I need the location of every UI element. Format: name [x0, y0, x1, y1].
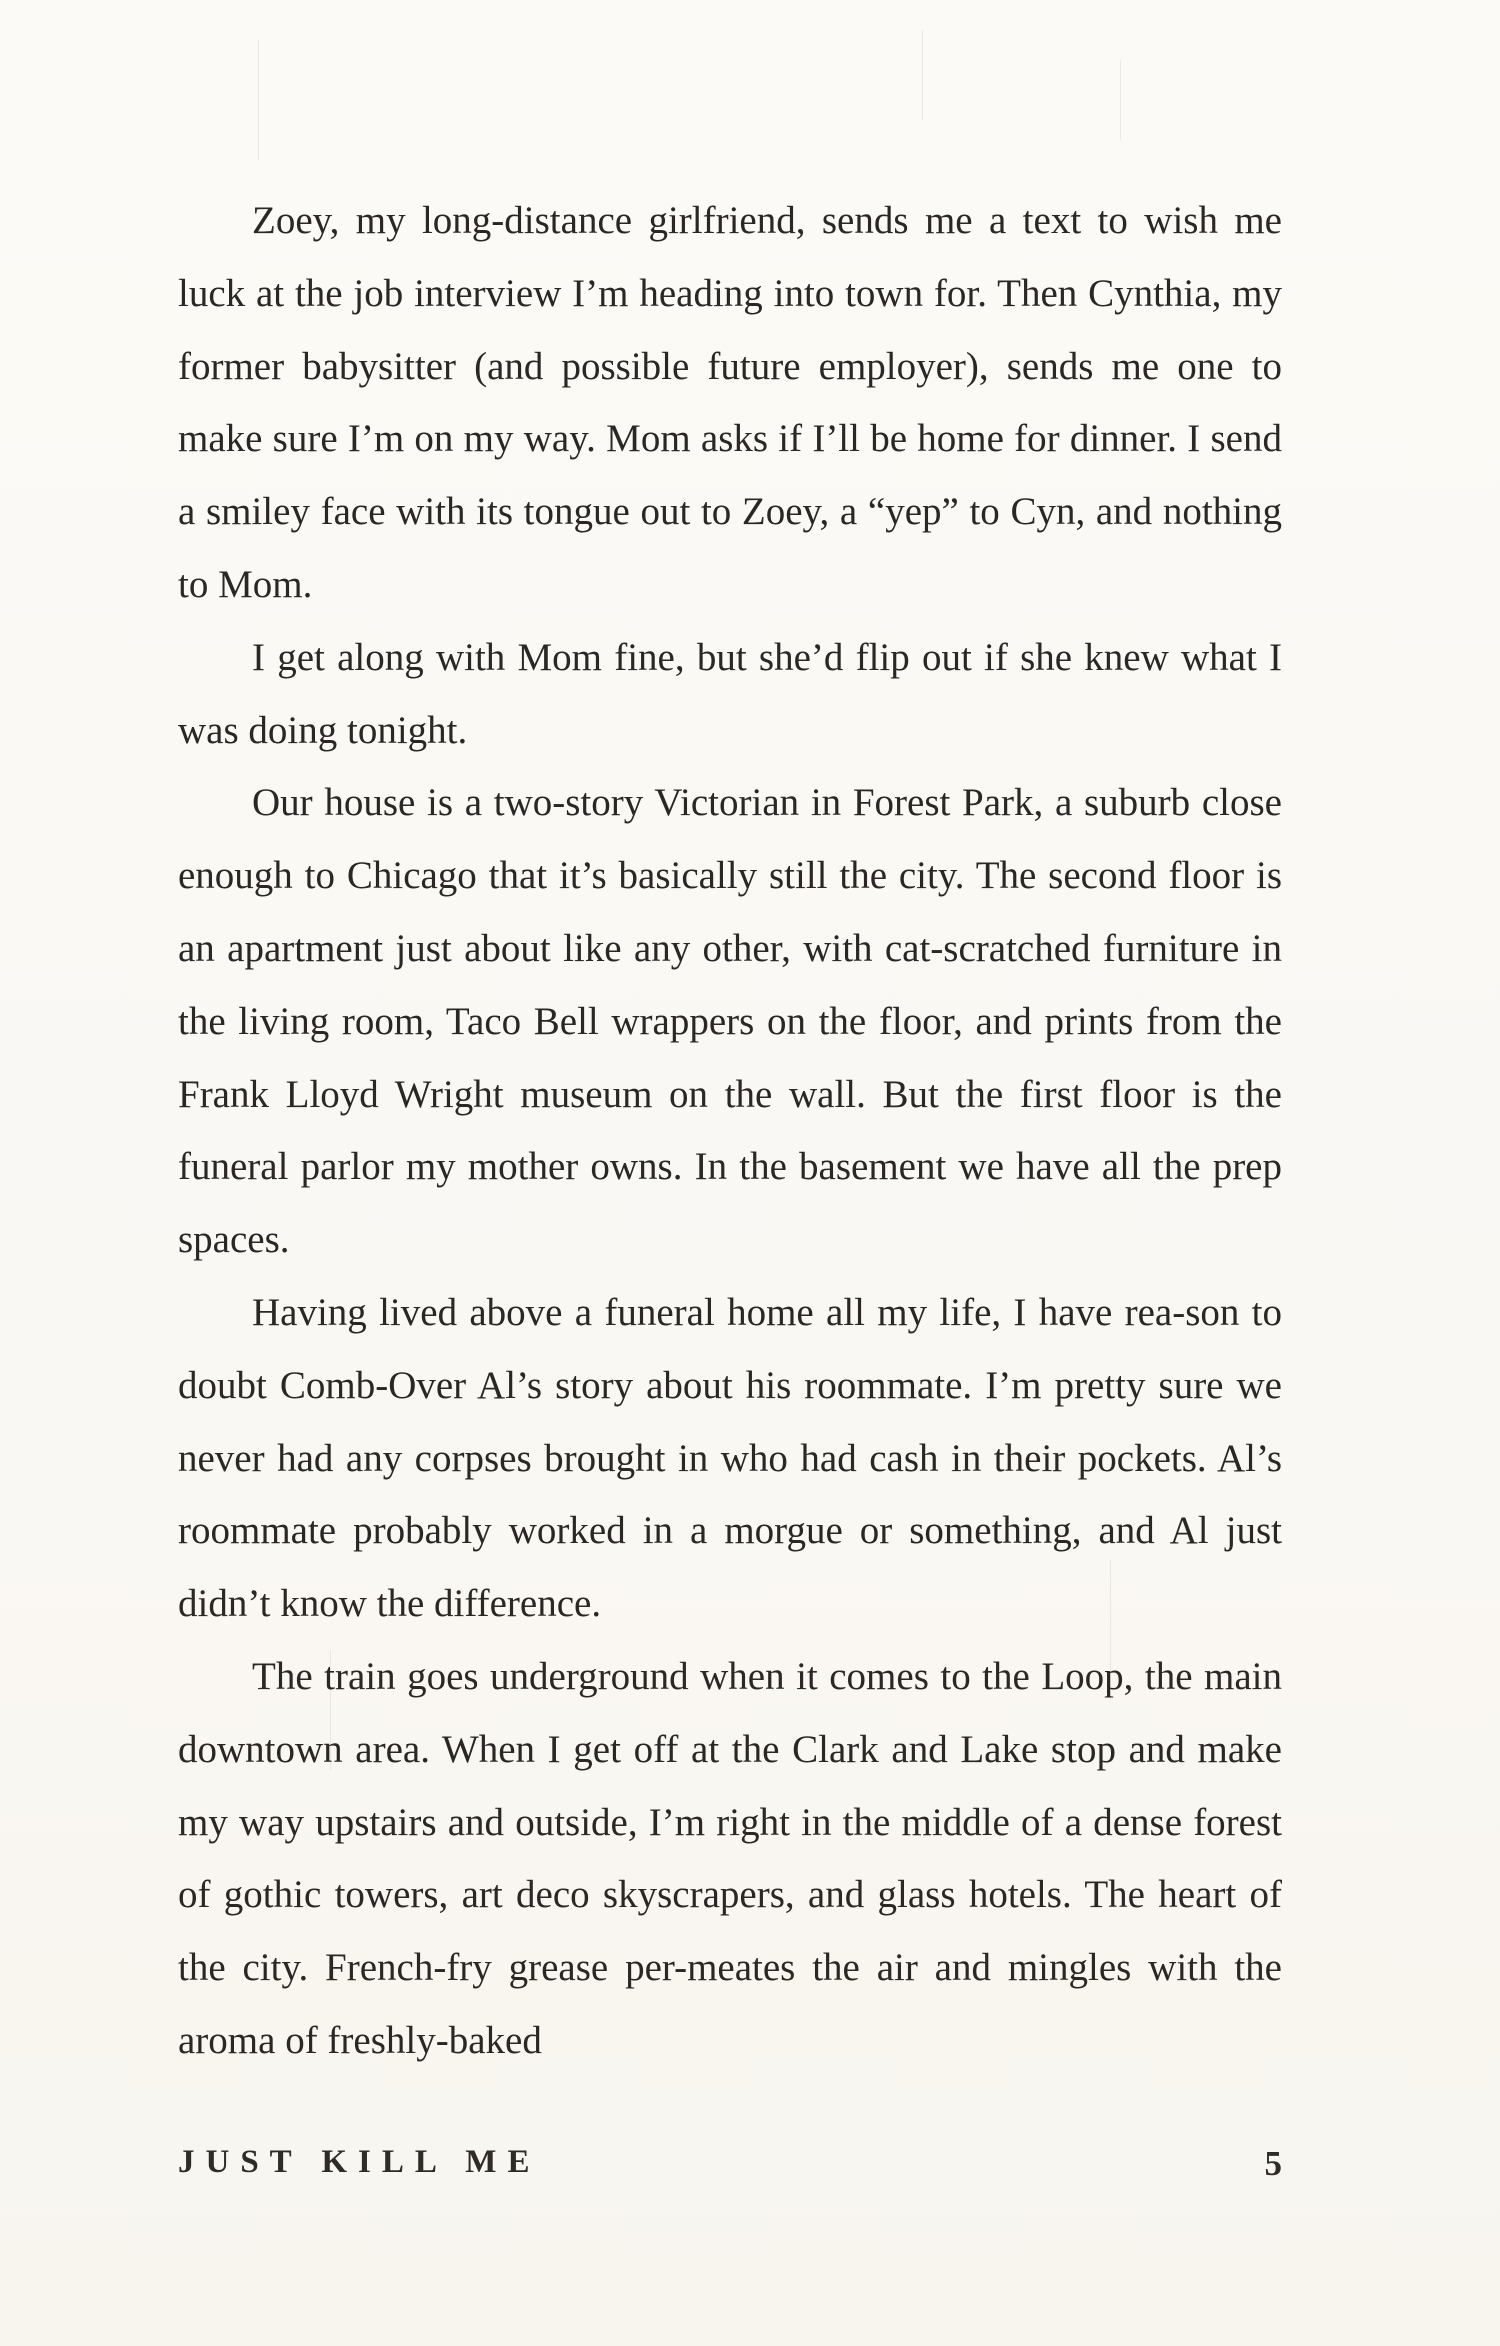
scan-artifact — [1120, 60, 1121, 140]
paragraph: The train goes underground when it comes to the Loop, the main downtown area. When I get off at the Clark and Lake stop and make my way upstairs and outside, I’m right in the middle of a dense forest of gothic towers, art deco skyscrapers, and glass hotels. The heart of the city. French-fry grease per-meates the air and mingles with the aroma of freshly-baked — [178, 1654, 1282, 2062]
page-number: 5 — [1264, 2144, 1282, 2183]
running-title: JUST KILL ME — [178, 2144, 541, 2180]
paragraph: Our house is a two-story Victorian in Forest Park, a suburb close enough to Chicago that it’s basically still the city. The second floor is an apartment just about like any other, with cat-scratched furniture in the living room, Taco Bell wrappers on the floor, and prints from the Frank Lloyd Wright museum on the wall. But the first floor is the funeral parlor my mother owns. In the basement we have all the prep spaces. — [178, 781, 1282, 1262]
page-footer — [178, 2144, 1282, 2194]
paragraph: Zoey, my long-distance girlfriend, sends me a text to wish me luck at the job interview I’m heading into town for. Then Cynthia, my former babysitter (and possible future employer), sends me one to make sure I’m on my way. Mom asks if I’ll be home for dinner. I send a smiley face with its tongue out to Zoey, a “yep” to Cyn, and nothing to Mom. — [178, 199, 1282, 606]
scan-artifact — [922, 30, 923, 120]
paragraph: I get along with Mom fine, but she’d flip out if she knew what I was doing tonight. — [178, 635, 1282, 752]
body-text — [178, 185, 1282, 2078]
paragraph: Having lived above a funeral home all my life, I have rea-son to doubt Comb-Over Al’s story about his roommate. I’m pretty sure we never had any corpses brought in who had cash in their pockets. Al’s roommate probably worked in a morgue or something, and Al just didn’t know the difference. — [178, 1290, 1282, 1626]
scan-artifact — [258, 40, 259, 160]
